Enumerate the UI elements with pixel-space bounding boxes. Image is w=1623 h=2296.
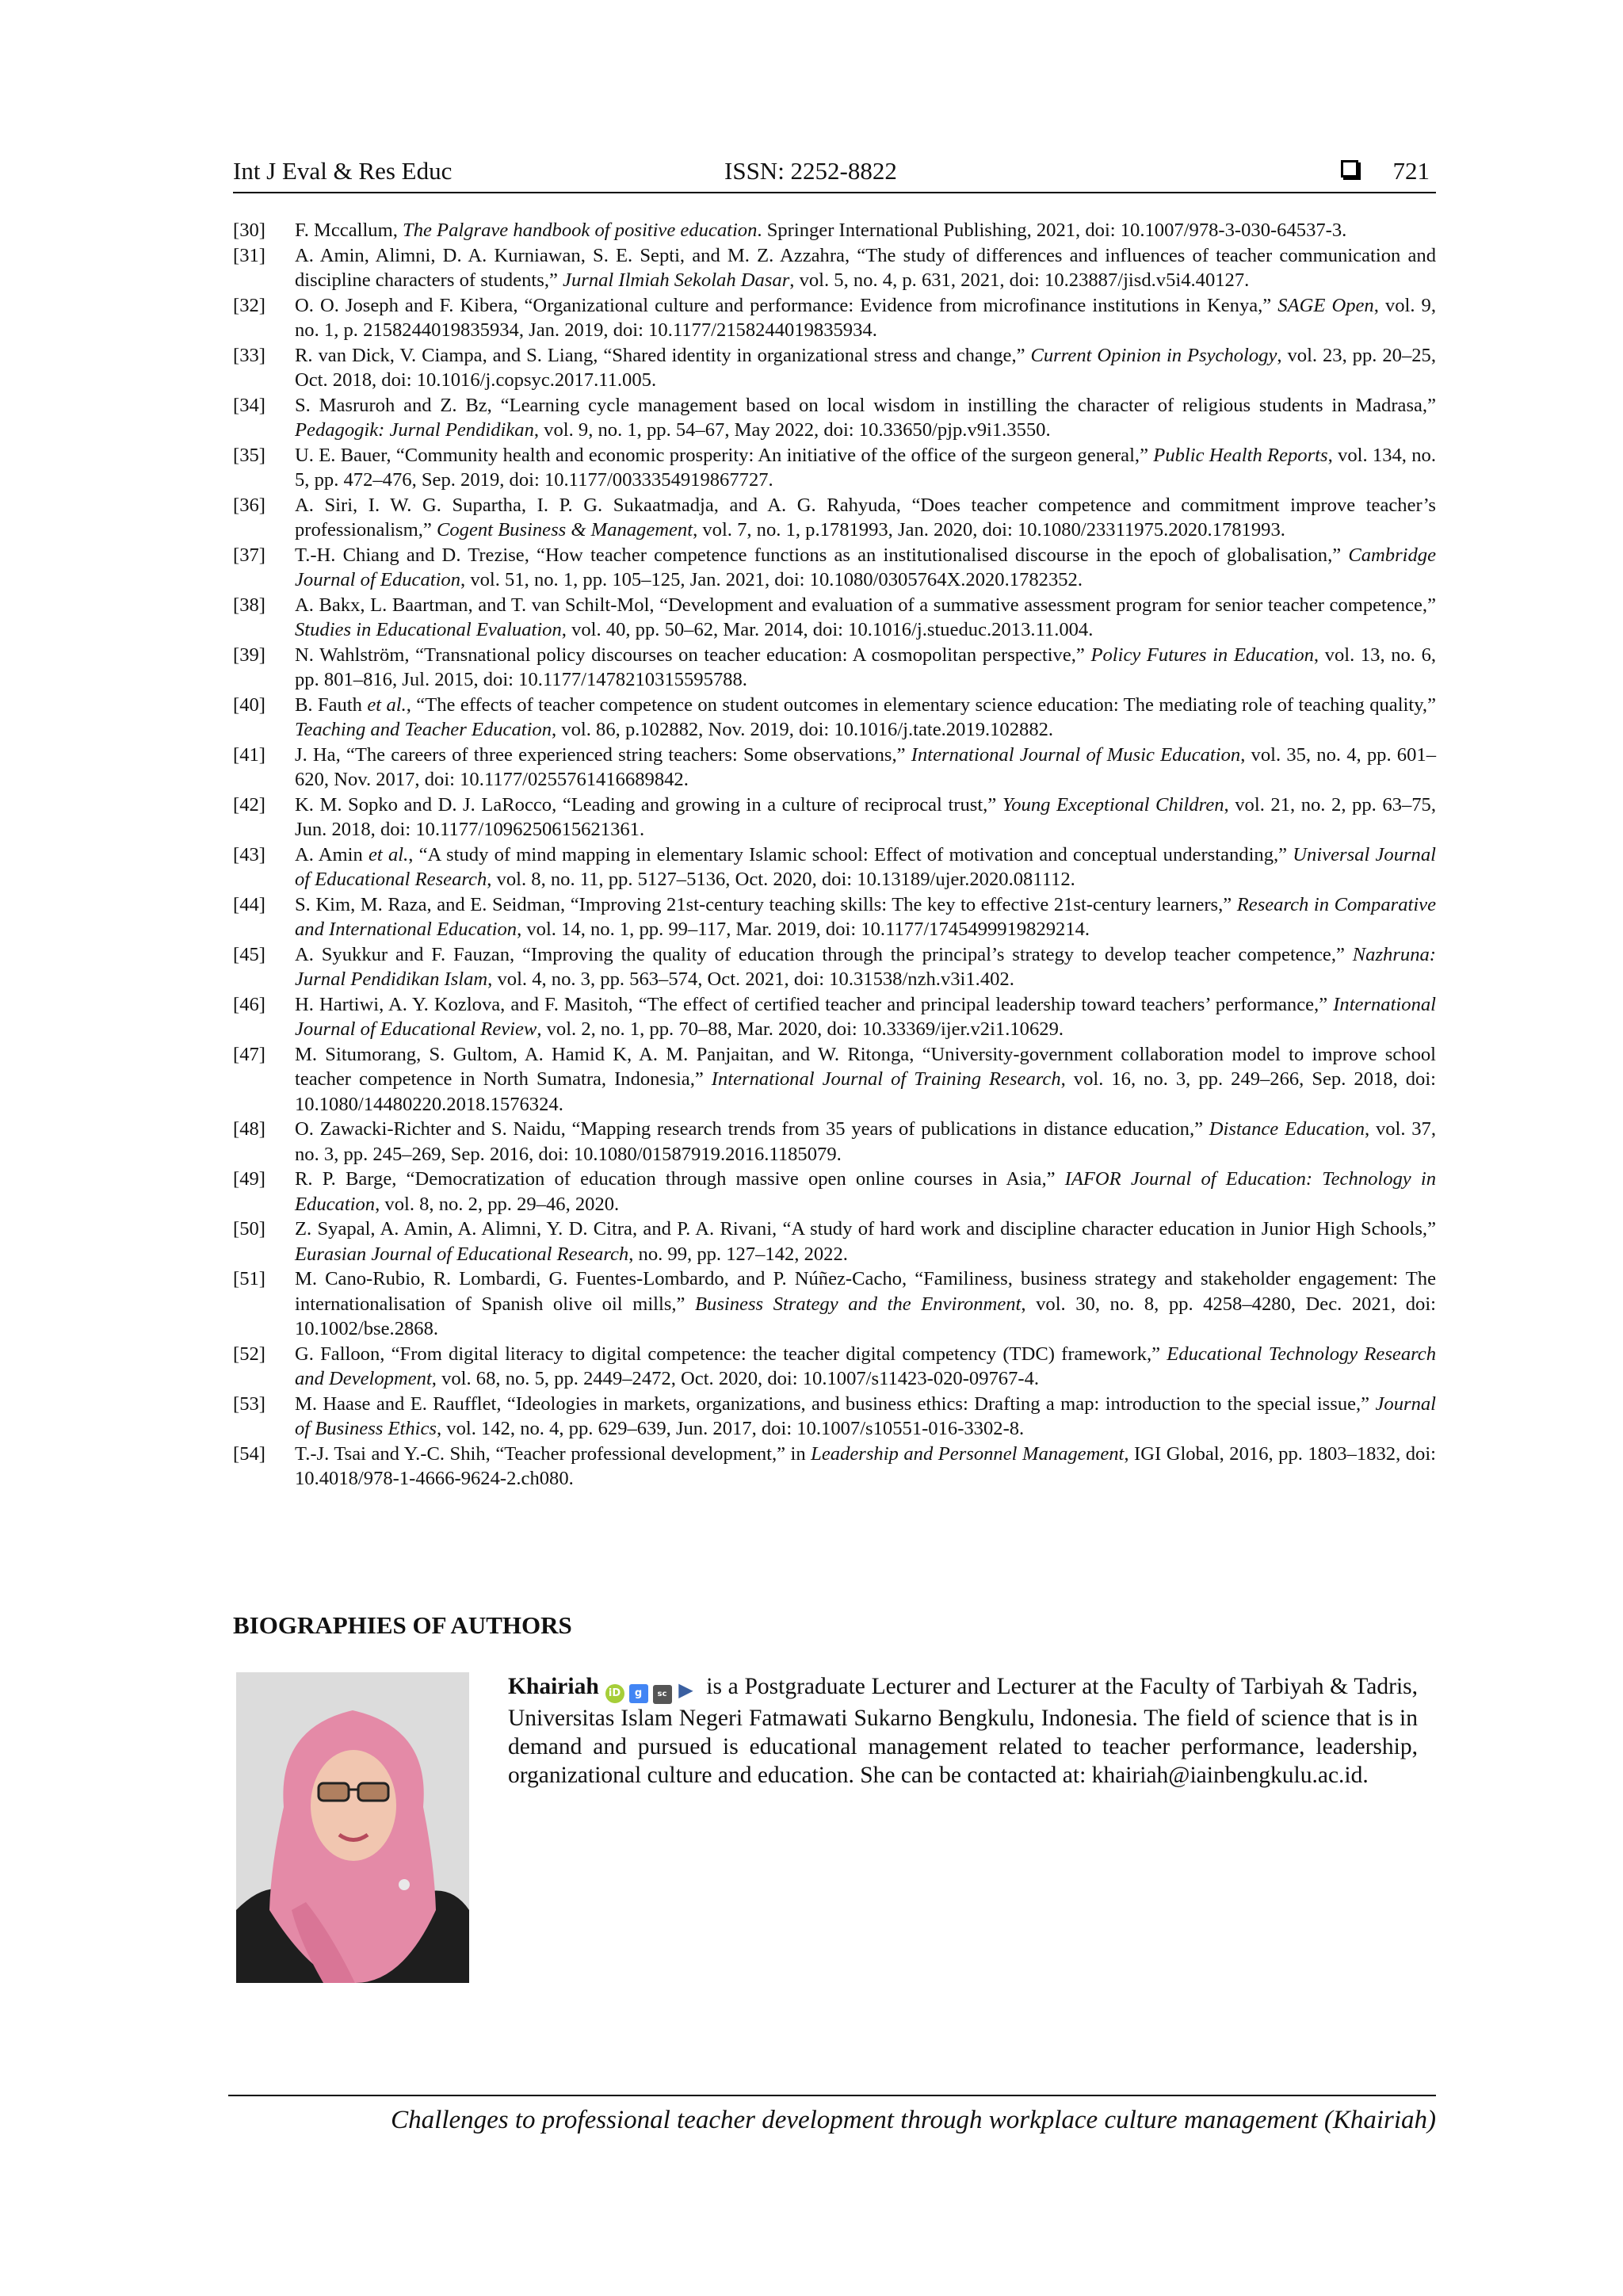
reference-number: [30] bbox=[233, 220, 265, 241]
reference-number: [42] bbox=[233, 793, 265, 816]
reference-number: [37] bbox=[233, 544, 265, 566]
reference-text: F. Mccallum, The Palgrave handbook of positive education. Springer International Publishing, 2021, doi: 10.1007/978-3-030-64537-3. bbox=[295, 220, 1347, 241]
reference-item bbox=[233, 992, 1436, 1042]
reference-number: [52] bbox=[233, 1343, 265, 1365]
reference-item bbox=[233, 393, 1436, 443]
reference-item bbox=[233, 1167, 1436, 1217]
reference-item bbox=[233, 693, 1436, 743]
reference-text: O. O. Joseph and F. Kibera, “Organizational culture and performance: Evidence from microfinance institutions in Kenya,” SAGE Open, vol. 9, no. 1, p. 2158244019835934, Jan. 2019, doi: 10.1177/2158244019835934. bbox=[295, 294, 1436, 341]
reference-text: R. P. Barge, “Democratization of education through massive open online courses in Asia,” IAFOR Journal of Education: Technology in Education, vol. 8, no. 2, pp. 29–46, 2020. bbox=[295, 1168, 1436, 1215]
reference-item bbox=[233, 842, 1436, 892]
square-bullet-icon bbox=[1341, 160, 1358, 178]
reference-item bbox=[233, 942, 1436, 992]
publons-icon[interactable]: ▶ bbox=[678, 1679, 693, 1701]
reference-text: S. Masruroh and Z. Bz, “Learning cycle management based on local wisdom in instilling the character of religious students in Madrasa,” Pedagogik: Jurnal Pendidikan, vol. 9, no. 1, pp. 54–67, May 2022, doi: 10.33650/pjp.v9i1.3550. bbox=[295, 394, 1436, 441]
reference-number: [38] bbox=[233, 594, 265, 616]
reference-number: [51] bbox=[233, 1268, 265, 1289]
author-biography bbox=[508, 1672, 1418, 1790]
reference-item bbox=[233, 892, 1436, 942]
reference-item bbox=[233, 1042, 1436, 1117]
reference-number: [43] bbox=[233, 843, 265, 865]
reference-text: J. Ha, “The careers of three experienced string teachers: Some observations,” International Journal of Music Education, vol. 35, no. 4, pp. 601–620, Nov. 2017, doi: 10.1177/0255761416689842. bbox=[295, 743, 1436, 790]
reference-text: B. Fauth et al., “The effects of teacher competence on student outcomes in elementary science education: The mediating role of teaching quality,” Teaching and Teacher Education, vol. 86, p.102882, Nov. 2019, doi: 10.1016/j.tate.2019.102882. bbox=[295, 693, 1436, 740]
reference-number: [33] bbox=[233, 344, 265, 366]
reference-item bbox=[233, 743, 1436, 793]
running-footer: Challenges to professional teacher development through workplace culture management (Khairiah) bbox=[391, 2106, 1436, 2134]
reference-item bbox=[233, 593, 1436, 643]
reference-number: [46] bbox=[233, 993, 265, 1015]
reference-number: [47] bbox=[233, 1043, 265, 1065]
reference-item bbox=[233, 1117, 1436, 1167]
reference-number: [36] bbox=[233, 494, 265, 516]
reference-text: U. E. Bauer, “Community health and economic prosperity: An initiative of the office of the surgeon general,” Public Health Reports, vol. 134, no. 5, pp. 472–476, Sep. 2019, doi: 10.1177/0033354919867727. bbox=[295, 444, 1436, 491]
reference-item bbox=[233, 1266, 1436, 1342]
author-photo bbox=[236, 1672, 469, 1983]
reference-item bbox=[233, 1392, 1436, 1442]
reference-item bbox=[233, 1217, 1436, 1266]
reference-item bbox=[233, 443, 1436, 493]
section-heading: BIOGRAPHIES OF AUTHORS bbox=[233, 1611, 572, 1639]
author-bio-text: is a Postgraduate Lecturer and Lecturer at the Faculty of Tarbiyah & Tadris, Universitas Islam Negeri Fatmawati Sukarno Bengkulu, Indonesia. The field of science that is in demand and pursued is educational management related to teacher performance, leadership, organizational culture and education. She can be contacted at: khairiah@iainbengkulu.ac.id. bbox=[508, 1674, 1419, 1788]
footer-rule bbox=[228, 2095, 1436, 2096]
reference-text: H. Hartiwi, A. Y. Kozlova, and F. Masitoh, “The effect of certified teacher and principal leadership toward teachers’ performance,” International Journal of Educational Review, vol. 2, no. 1, pp. 70–88, Mar. 2020, doi: 10.33369/ijer.v2i1.10629. bbox=[295, 993, 1436, 1040]
reference-item bbox=[233, 543, 1436, 593]
reference-number: [53] bbox=[233, 1392, 265, 1415]
reference-text: M. Situmorang, S. Gultom, A. Hamid K, A. M. Panjaitan, and W. Ritonga, “University-government collaboration model to improve school teacher competence in North Sumatra, Indonesia,” International Journal of Training Research, vol. 16, no. 3, pp. 249–266, Sep. 2018, doi: 10.1080/14480220.2018.1576324. bbox=[295, 1043, 1437, 1115]
reference-number: [50] bbox=[233, 1218, 265, 1240]
reference-item bbox=[233, 343, 1436, 393]
reference-number: [32] bbox=[233, 294, 265, 316]
reference-number: [35] bbox=[233, 444, 265, 466]
reference-number: [31] bbox=[233, 244, 265, 266]
reference-text: A. Syukkur and F. Fauzan, “Improving the quality of education through the principal’s strategy to develop teacher competence,” Nazhruna: Jurnal Pendidikan Islam, vol. 4, no. 3, pp. 563–574, Oct. 2021, doi: 10.31538/nzh.v3i1.402. bbox=[295, 943, 1436, 990]
reference-number: [40] bbox=[233, 693, 265, 716]
google-scholar-icon[interactable]: g bbox=[629, 1684, 648, 1703]
reference-item bbox=[233, 218, 1436, 243]
reference-item bbox=[233, 493, 1436, 543]
reference-number: [34] bbox=[233, 394, 265, 416]
reference-number: [39] bbox=[233, 644, 265, 666]
reference-text: T.-H. Chiang and D. Trezise, “How teacher competence functions as an institutionalised discourse in the epoch of globalisation,” Cambridge Journal of Education, vol. 51, no. 1, pp. 105–125, Jan. 2021, doi: 10.1080/0305764X.2020.1782352. bbox=[295, 544, 1436, 590]
page-number: 721 bbox=[1392, 157, 1430, 185]
reference-text: K. M. Sopko and D. J. LaRocco, “Leading and growing in a culture of reciprocal trust,” Young Exceptional Children, vol. 21, no. 2, pp. 63–75, Jun. 2018, doi: 10.1177/1096250615621361. bbox=[295, 793, 1436, 840]
reference-text: M. Haase and E. Raufflet, “Ideologies in markets, organizations, and business ethics: Drafting a map: introduction to the special issue,” Journal of Business Ethics, vol. 142, no. 4, pp. 629–639, Jun. 2017, doi: 10.1007/s10551-016-3302-8. bbox=[295, 1392, 1436, 1439]
reference-number: [48] bbox=[233, 1118, 265, 1140]
reference-item bbox=[233, 293, 1436, 343]
reference-text: A. Bakx, L. Baartman, and T. van Schilt-Mol, “Development and evaluation of a summative assessment program for senior teacher competence,” Studies in Educational Evaluation, vol. 40, pp. 50–62, Mar. 2014, doi: 10.1016/j.stueduc.2013.11.004. bbox=[295, 594, 1436, 640]
reference-text: M. Cano-Rubio, R. Lombardi, G. Fuentes-Lombardo, and P. Núñez-Cacho, “Familiness, business strategy and stakeholder engagement: The internationalisation of Spanish olive oil mills,” Business Strategy and the Environment, vol. 30, no. 8, pp. 4258–4280, Dec. 2021, doi: 10.1002/bse.2868. bbox=[295, 1268, 1437, 1339]
reference-number: [49] bbox=[233, 1168, 265, 1190]
reference-number: [54] bbox=[233, 1442, 265, 1465]
reference-item bbox=[233, 1442, 1436, 1492]
scopus-icon[interactable]: sc bbox=[653, 1685, 672, 1704]
issn: ISSN: 2252-8822 bbox=[724, 157, 897, 185]
reference-item bbox=[233, 243, 1436, 293]
reference-text: N. Wahlström, “Transnational policy discourses on teacher education: A cosmopolitan perspective,” Policy Futures in Education, vol. 13, no. 6, pp. 801–816, Jul. 2015, doi: 10.1177/1478210315595788. bbox=[295, 644, 1437, 690]
orcid-icon[interactable]: iD bbox=[605, 1684, 624, 1703]
reference-number: [41] bbox=[233, 743, 265, 766]
reference-text: S. Kim, M. Raza, and E. Seidman, “Improving 21st-century teaching skills: The key to effective 21st-century learners,” Research in Comparative and International Education, vol. 14, no. 1, pp. 99–117, Mar. 2019, doi: 10.1177/1745499919829214. bbox=[295, 893, 1436, 940]
author-name: Khairiah bbox=[508, 1674, 599, 1699]
reference-list bbox=[233, 218, 1436, 1492]
reference-text: A. Amin et al., “A study of mind mapping in elementary Islamic school: Effect of motivation and conceptual understanding,” Universal Journal of Educational Research, vol. 8, no. 11, pp. 5127–5136, Oct. 2020, doi: 10.13189/ujer.2020.081112. bbox=[295, 843, 1436, 890]
running-header bbox=[233, 155, 1436, 193]
reference-item bbox=[233, 793, 1436, 842]
reference-text: A. Siri, I. W. G. Supartha, I. P. G. Sukaatmadja, and A. G. Rahyuda, “Does teacher competence and commitment improve teacher’s professionalism,” Cogent Business & Management, vol. 7, no. 1, p.1781993, Jan. 2020, doi: 10.1080/23311975.2020.1781993. bbox=[295, 494, 1436, 541]
reference-text: R. van Dick, V. Ciampa, and S. Liang, “Shared identity in organizational stress and change,” Current Opinion in Psychology, vol. 23, pp. 20–25, Oct. 2018, doi: 10.1016/j.copsyc.2017.11.005. bbox=[295, 344, 1436, 391]
reference-number: [45] bbox=[233, 943, 265, 965]
reference-text: A. Amin, Alimni, D. A. Kurniawan, S. E. Septi, and M. Z. Azzahra, “The study of differences and influences of teacher communication and discipline characters of students,” Jurnal Ilmiah Sekolah Dasar, vol. 5, no. 4, p. 631, 2021, doi: 10.23887/jisd.v5i4.40127. bbox=[295, 244, 1436, 291]
reference-item bbox=[233, 1342, 1436, 1392]
journal-name: Int J Eval & Res Educ bbox=[233, 157, 453, 185]
reference-number: [44] bbox=[233, 893, 265, 915]
reference-text: T.-J. Tsai and Y.-C. Shih, “Teacher professional development,” in Leadership and Personnel Management, IGI Global, 2016, pp. 1803–1832, doi: 10.4018/978-1-4666-9624-2.ch080. bbox=[295, 1442, 1436, 1489]
reference-text: G. Falloon, “From digital literacy to digital competence: the teacher digital competency (TDC) framework,” Educational Technology Research and Development, vol. 68, no. 5, pp. 2449–2472, Oct. 2020, doi: 10.1007/s11423-020-09767-4. bbox=[295, 1343, 1437, 1389]
reference-text: O. Zawacki-Richter and S. Naidu, “Mapping research trends from 35 years of publications in distance education,” Distance Education, vol. 37, no. 3, pp. 245–269, Sep. 2016, doi: 10.1080/01587919.2016.1185079. bbox=[295, 1118, 1437, 1165]
reference-text: Z. Syapal, A. Amin, A. Alimni, Y. D. Citra, and P. A. Rivani, “A study of hard work and discipline character education in Junior High Schools,” Eurasian Journal of Educational Research, no. 99, pp. 127–142, 2022. bbox=[295, 1218, 1436, 1265]
reference-item bbox=[233, 643, 1436, 693]
